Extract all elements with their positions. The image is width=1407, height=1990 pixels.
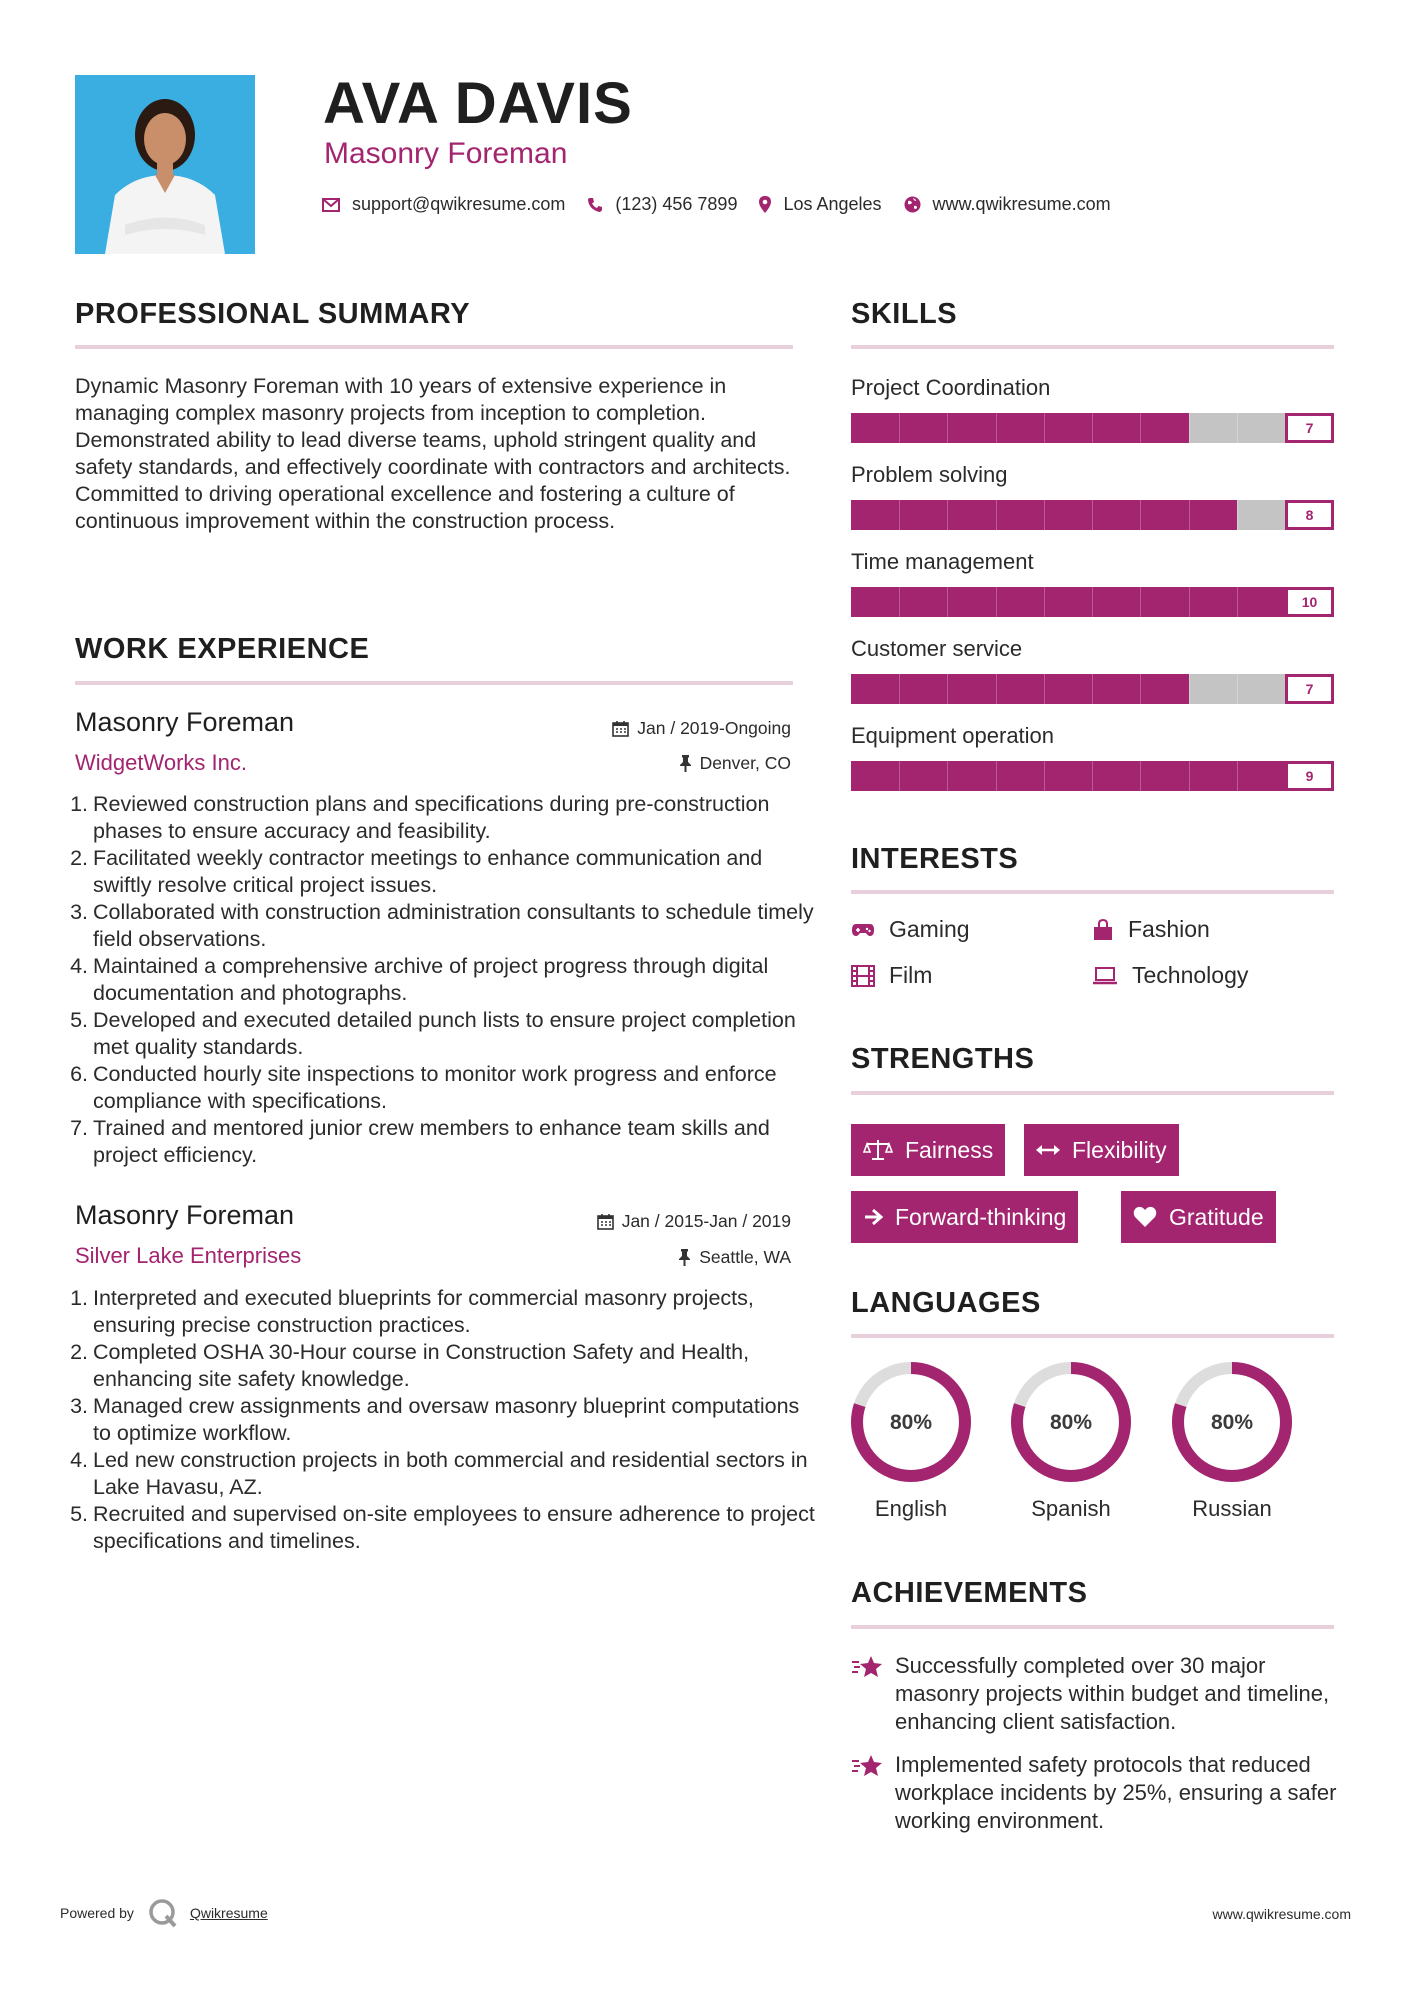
arrow-right-icon — [863, 1207, 883, 1227]
balance-scale-icon — [863, 1139, 893, 1161]
job-location-text: Seattle, WA — [699, 1247, 791, 1267]
skill-bar-segment-divider — [996, 761, 997, 791]
strength-label: Fairness — [905, 1136, 994, 1163]
skill-bar-segment-divider — [947, 413, 948, 443]
interest-label: Technology — [1132, 962, 1249, 988]
skill-bar-segment-divider — [1140, 500, 1141, 530]
skill-label: Customer service — [851, 636, 1023, 661]
skill-bar-segment-divider — [1140, 674, 1141, 704]
skill-bar-segment-divider — [1189, 413, 1190, 443]
skill-bar-segment-divider — [1189, 674, 1190, 704]
map-marker-icon — [759, 196, 771, 213]
skill-bar — [851, 587, 1334, 617]
skill-bar-segment-divider — [1237, 500, 1238, 530]
skill-bar-segment-divider — [1140, 413, 1141, 443]
strength-tag — [1024, 1124, 1179, 1176]
contact-bar — [322, 194, 1133, 215]
job-location — [679, 753, 791, 774]
pushpin-icon — [679, 755, 692, 772]
job-dates — [597, 1211, 791, 1232]
skill-bar-fill — [851, 674, 1189, 704]
contact-phone[interactable] — [587, 194, 737, 215]
skill-bar-segment-divider — [1092, 587, 1093, 617]
language-label: Russian — [1192, 1496, 1272, 1521]
skill-bar-segment-divider — [899, 761, 900, 791]
skill-bar-segment-divider — [1092, 674, 1093, 704]
footer-url[interactable]: www.qwikresume.com — [1212, 1906, 1351, 1922]
list-item: 5. Developed and executed detailed punch lists to ensure project completion met quality standards. — [70, 1008, 796, 1059]
skill-bar-segment-divider — [996, 413, 997, 443]
language-ring — [1170, 1360, 1294, 1489]
candidate-name: AVA DAVIS — [323, 71, 633, 136]
qwikresume-link[interactable]: Qwikresume — [189, 1905, 268, 1921]
list-item: 6. Conducted hourly site inspections to monitor work progress and enforce compliance with specifications. — [70, 1062, 777, 1113]
skill-bar-segment-divider — [1189, 500, 1190, 530]
film-icon — [851, 965, 875, 987]
strength-label: Flexibility — [1072, 1136, 1167, 1163]
skill-bar-segment-divider — [1092, 413, 1093, 443]
globe-icon — [904, 196, 921, 213]
arrows-horizontal-icon — [1036, 1143, 1060, 1157]
experience-divider — [75, 681, 793, 685]
skill-bar-segment-divider — [1092, 500, 1093, 530]
language-label: English — [874, 1496, 948, 1521]
heart-icon — [1133, 1206, 1157, 1228]
skill-bar-segment-divider — [947, 674, 948, 704]
skill-bar-segment-divider — [899, 500, 900, 530]
job-company: Silver Lake Enterprises — [75, 1243, 302, 1268]
achievements-divider — [851, 1625, 1334, 1629]
interest-label: Film — [889, 962, 933, 988]
skill-label: Equipment operation — [851, 723, 1055, 748]
list-item: 2. Facilitated weekly contractor meetings to enhance communication and swiftly resolve critical project issues. — [70, 846, 763, 897]
contact-location-text: Los Angeles — [783, 194, 882, 214]
shooting-star-icon — [851, 1654, 883, 1680]
skill-bar-segment-divider — [1140, 587, 1141, 617]
skill-bar-segment-divider — [996, 674, 997, 704]
skill-label: Time management — [851, 549, 1034, 574]
skill-bar — [851, 413, 1334, 443]
skill-bar-segment-divider — [1237, 674, 1238, 704]
contact-email[interactable] — [322, 194, 565, 215]
contact-website[interactable] — [904, 194, 1111, 215]
contact-email-text: support@qwikresume.com — [352, 194, 566, 214]
interests-title: INTERESTS — [851, 843, 1019, 875]
skill-level-badge: 10 — [1285, 587, 1334, 617]
skill-level-badge: 7 — [1285, 413, 1334, 443]
job-location — [678, 1247, 791, 1268]
contact-phone-text: (123) 456 7899 — [615, 194, 738, 214]
skill-bar-segment-divider — [1044, 500, 1045, 530]
achievements-title: ACHIEVEMENTS — [851, 1577, 1088, 1609]
envelope-icon — [322, 198, 340, 212]
list-item: 4. Maintained a comprehensive archive of project progress through digital documentation and photographs. — [70, 954, 769, 1005]
skill-bar-segment-divider — [1044, 587, 1045, 617]
skill-bar-segment-divider — [1237, 761, 1238, 791]
interest-label: Fashion — [1128, 916, 1210, 942]
job-company: WidgetWorks Inc. — [75, 750, 247, 775]
skill-bar-fill — [851, 413, 1189, 443]
contact-website-text: www.qwikresume.com — [932, 194, 1111, 214]
shopping-bag-icon — [1092, 919, 1114, 941]
skill-bar-segment-divider — [1044, 761, 1045, 791]
interest-label: Gaming — [889, 916, 970, 942]
strength-tag — [851, 1191, 1078, 1243]
skill-label: Project Coordination — [851, 375, 1051, 400]
skill-bar — [851, 674, 1334, 704]
language-percent: 80% — [1210, 1411, 1254, 1434]
skill-bar-segment-divider — [1140, 761, 1141, 791]
candidate-role: Masonry Foreman — [324, 137, 568, 170]
contact-location — [759, 194, 881, 215]
job-duties — [70, 1285, 815, 1555]
job-location-text: Denver, CO — [699, 753, 791, 773]
languages-title: LANGUAGES — [851, 1287, 1041, 1319]
job-dates — [612, 718, 791, 739]
strength-tag — [1121, 1191, 1276, 1243]
language-percent: 80% — [1049, 1411, 1093, 1434]
summary-text: Dynamic Masonry Foreman with 10 years of extensive experience in managing complex masonry projects from inception to completion. Demonstrated ability to lead diverse teams, uphold stringent quality and safety standards, and effectively coordinate with contractors and architects. Committed to driving operational excellence and fostering a culture of continuous improvement within the construction process. — [75, 374, 791, 533]
skill-bar — [851, 761, 1334, 791]
job-title: Masonry Foreman — [75, 707, 295, 737]
skill-bar-segment-divider — [996, 500, 997, 530]
skill-bar-segment-divider — [899, 587, 900, 617]
strengths-divider — [851, 1091, 1334, 1095]
achievement-text: Implemented safety protocols that reduced workplace incidents by 25%, ensuring a safer working environment. — [895, 1752, 1337, 1833]
skill-bar-segment-divider — [1092, 761, 1093, 791]
skills-divider — [851, 345, 1334, 349]
job-dates-text: Jan / 2015-Jan / 2019 — [621, 1211, 791, 1231]
footer-powered-by — [60, 1898, 268, 1928]
skill-bar-segment-divider — [1237, 413, 1238, 443]
list-item: 7. Trained and mentored junior crew members to enhance team skills and project efficiency. — [70, 1116, 770, 1167]
interest-item — [851, 916, 970, 943]
gamepad-icon — [851, 922, 875, 938]
skill-bar-segment-divider — [947, 761, 948, 791]
skill-bar-segment-divider — [1189, 761, 1190, 791]
summary-divider — [75, 345, 793, 349]
list-item: 5. Recruited and supervised on-site employees to ensure adherence to project specifications and timelines. — [70, 1502, 815, 1553]
phone-icon — [587, 197, 603, 213]
skill-bar-segment-divider — [1044, 674, 1045, 704]
laptop-icon — [1092, 967, 1118, 985]
skill-bar-fill — [851, 761, 1285, 791]
skill-bar-segment-divider — [1189, 587, 1190, 617]
skill-bar-segment-divider — [947, 587, 948, 617]
interest-item — [1092, 916, 1210, 943]
strength-label: Gratitude — [1169, 1203, 1264, 1230]
language-percent: 80% — [889, 1411, 933, 1434]
skill-level-badge: 7 — [1285, 674, 1334, 704]
achievement-item — [851, 1751, 1351, 1835]
profile-photo — [75, 75, 255, 254]
skill-label: Problem solving — [851, 462, 1008, 487]
achievement-item — [851, 1652, 1351, 1736]
language-ring — [849, 1360, 973, 1489]
list-item: 1. Interpreted and executed blueprints for commercial masonry projects, ensuring precise construction practices. — [70, 1286, 754, 1337]
calendar-icon — [612, 720, 629, 737]
list-item: 4. Led new construction projects in both commercial and residential sectors in Lake Havasu, AZ. — [70, 1448, 808, 1499]
skill-level-badge: 8 — [1285, 500, 1334, 530]
skills-title: SKILLS — [851, 298, 958, 330]
qwikresume-logo-icon — [148, 1898, 178, 1928]
shooting-star-icon — [851, 1753, 883, 1779]
calendar-icon — [597, 1213, 614, 1230]
interests-divider — [851, 890, 1334, 894]
strength-tag — [851, 1124, 1005, 1176]
pushpin-icon — [678, 1249, 691, 1266]
list-item: 3. Collaborated with construction administration consultants to schedule timely field observations. — [70, 900, 814, 951]
list-item: 3. Managed crew assignments and oversaw masonry blueprint computations to optimize workflow. — [70, 1394, 800, 1445]
language-label: Spanish — [1031, 1496, 1111, 1521]
languages-divider — [851, 1334, 1334, 1338]
interest-item — [851, 962, 932, 989]
list-item: 2. Completed OSHA 30-Hour course in Construction Safety and Health, enhancing site safety knowledge. — [70, 1340, 750, 1391]
experience-title: WORK EXPERIENCE — [75, 633, 370, 665]
skill-level-badge: 9 — [1285, 761, 1334, 791]
strengths-title: STRENGTHS — [851, 1043, 1035, 1075]
skill-bar-segment-divider — [899, 413, 900, 443]
job-duties — [70, 791, 815, 1169]
job-title: Masonry Foreman — [75, 1200, 295, 1230]
skill-bar-segment-divider — [1237, 587, 1238, 617]
job-dates-text: Jan / 2019-Ongoing — [637, 718, 791, 738]
skill-bar — [851, 500, 1334, 530]
language-ring — [1009, 1360, 1133, 1489]
achievement-text: Successfully completed over 30 major masonry projects within budget and timeline, enhancing client satisfaction. — [895, 1653, 1330, 1734]
skill-bar-segment-divider — [947, 500, 948, 530]
skill-bar-segment-divider — [899, 674, 900, 704]
summary-title: PROFESSIONAL SUMMARY — [75, 298, 471, 330]
interest-item — [1092, 962, 1248, 989]
strength-label: Forward-thinking — [895, 1203, 1067, 1230]
powered-by-label: Powered by — [60, 1905, 134, 1921]
list-item: 1. Reviewed construction plans and specifications during pre-construction phases to ensure accuracy and feasibility. — [70, 792, 770, 843]
skill-bar-segment-divider — [996, 587, 997, 617]
skill-bar-segment-divider — [1044, 413, 1045, 443]
